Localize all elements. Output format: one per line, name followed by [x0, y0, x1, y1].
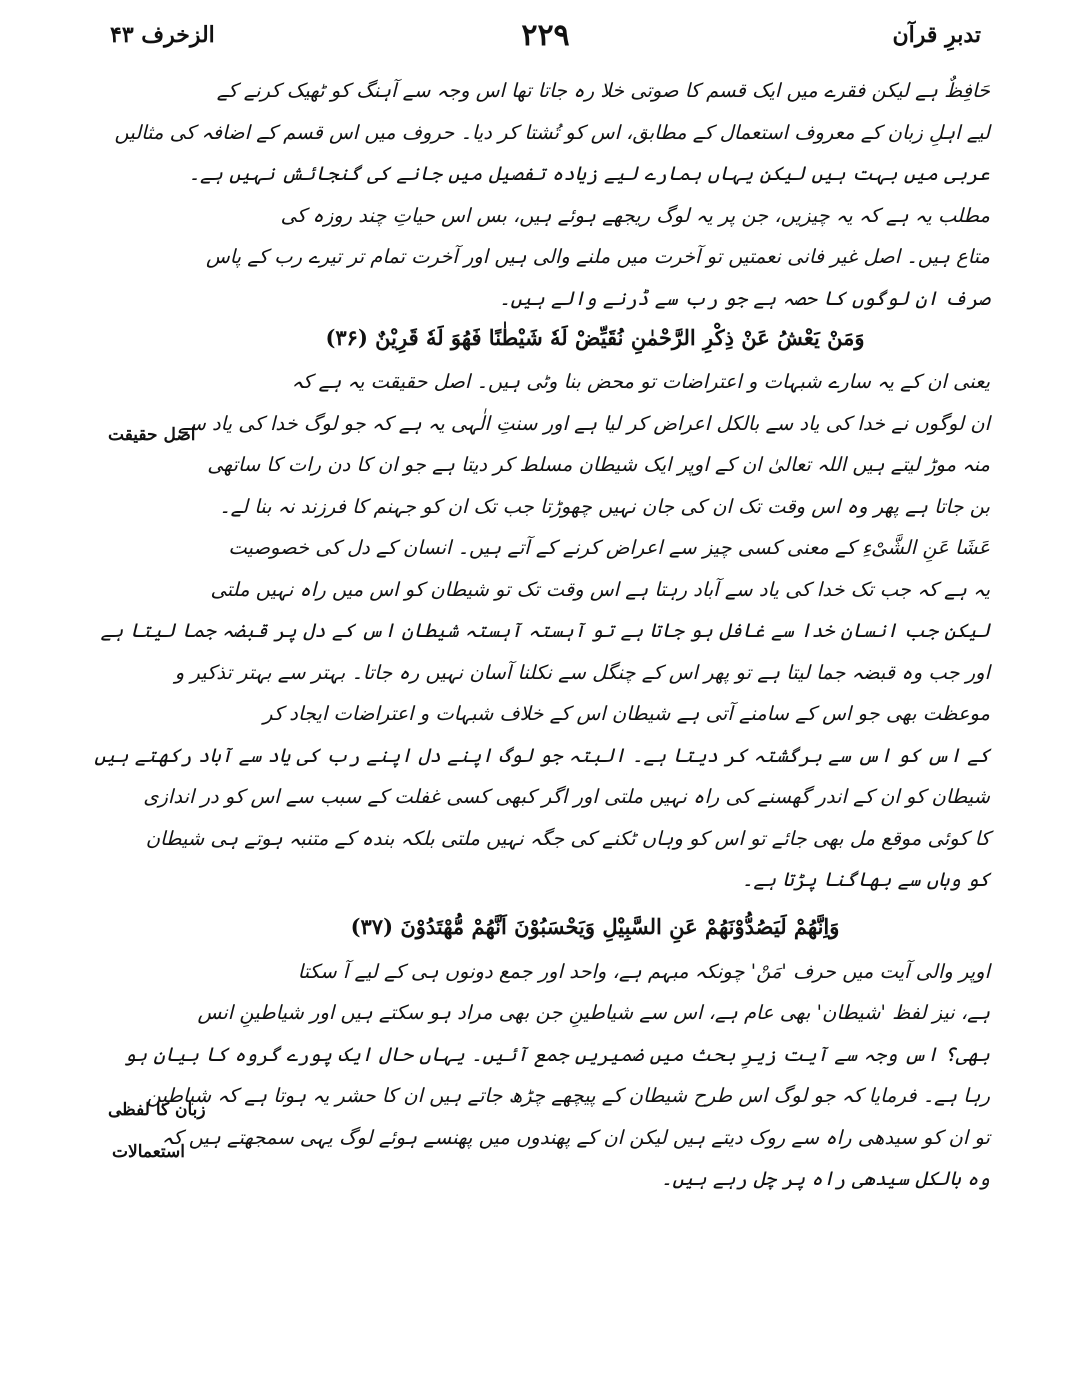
- text-line: ان لوگوں نے خدا کی یاد سے بالکل اعراض کر لیا ہے اور سنتِ الٰہی یہ ہے کہ جو لوگ خدا کی یاد سے: [178, 411, 990, 435]
- text-line: یہ ہے کہ جب تک خدا کی یاد سے آباد رہتا ہے اس وقت تک تو شیطان کو اس میں راہ نہیں ملتی: [210, 577, 990, 601]
- page-header: [110, 18, 981, 62]
- text-line: ہے، نیز لفظ 'شیطان' بھی عام ہے، اس سے شیاطینِ جن بھی مراد ہو سکتے ہیں اور شیاطینِ انس: [197, 1001, 990, 1024]
- text-line: وہ بالکل سیدھی راہ پر چل رہے ہیں۔: [660, 1167, 990, 1190]
- text-line: عربی میں بہت ہیں لیکن یہاں ہمارے لیے زیادہ تفصیل میں جانے کی گنجائش نہیں ہے۔: [188, 162, 990, 185]
- quran-verse: وَمَنْ يَعْشُ عَنْ ذِكْرِ الرَّحْمٰنِ نُقَيِّضْ لَهٗ شَيْطٰنًا فَهُوَ لَهٗ قَرِيْنٌ (۳۶): [325, 325, 865, 350]
- text-line: مطلب یہ ہے کہ یہ چیزیں، جن پر یہ لوگ ریجھے ہوئے ہیں، بس اس حیاتِ چند روزہ کی: [280, 203, 990, 227]
- quran-verse: وَاِنَّهُمْ لَيَصُدُّوْنَهُمْ عَنِ السَّبِيْلِ وَيَحْسَبُوْنَ اَنَّهُمْ مُّهْتَدُوْنَ (۳۷): [350, 913, 840, 939]
- text-line: اوپر والی آیت میں حرف 'مَنْ' چونکہ مبہم ہے، واحد اور جمع دونوں ہی کے لیے آ سکتا: [297, 959, 990, 983]
- text-line: اور جب وہ قبضہ جما لیتا ہے تو پھر اس کے چنگل سے نکلنا آسان نہیں رہ جاتا۔ بہتر سے بہتر تذکیر و: [174, 660, 990, 684]
- page-number: ۲۲۹: [521, 18, 570, 53]
- book-title: تدبرِ قرآن: [892, 22, 981, 48]
- text-line: کے اس کو اس سے برگشتہ کر دیتا ہے۔ البتہ جو لوگ اپنے دل اپنے رب کی یاد سے آباد رکھتے ہیں: [94, 743, 990, 767]
- text-line: بھی؟ اس وجہ سے آیت زیرِ بحث میں ضمیریں جمع آئیں۔ یہاں حال ایک پورے گروہ کا بیان ہو: [124, 1042, 990, 1066]
- paragraph-2: [200, 195, 990, 320]
- text-line: منہ موڑ لیتے ہیں اللہ تعالیٰ ان کے اوپر ایک شیطان مسلط کر دیتا ہے جو ان کا دن رات کا ساتھی: [207, 453, 990, 476]
- text-line: رہا ہے۔ فرمایا کہ جو لوگ اس طرح شیطان کے پیچھے چڑھ جاتے ہیں ان کا حشر یہ ہوتا ہے کہ شیاطین: [146, 1084, 990, 1107]
- text-line: حَافِظٌ ہے لیکن فقرے میں ایک قسم کا صوتی خلا رہ جاتا تھا اس وجہ سے آہنگ کو ٹھیک کرنے کے: [216, 79, 990, 102]
- surah-label: الزخرف ۴۳: [110, 22, 215, 48]
- text-line: شیطان کو ان کے اندر گھسنے کی راہ نہیں ملتی اور اگر کبھی کسی غفلت کے سبب سے اس کو در اندازی: [143, 785, 990, 808]
- margin-note: استعمالات: [112, 1142, 186, 1162]
- margin-note: زبان کا لفظی: [108, 1100, 206, 1120]
- text-line: کا کوئی موقع مل بھی جائے تو اس کو وہاں ٹکنے کی جگہ نہیں ملتی بلکہ بندہ کے متنبہ ہوتے ہی شیطان: [145, 826, 990, 850]
- paragraph-3: [94, 361, 990, 901]
- text-line: صرف ان لوگوں کا حصہ ہے جو رب سے ڈرنے والے ہیں۔: [499, 286, 990, 310]
- margin-note: اصل حقیقت: [108, 425, 196, 445]
- text-line: بن جاتا ہے پھر وہ اس وقت تک ان کی جان نہیں چھوڑتا جب تک ان کو جہنم کا فرزند نہ بنا لے۔: [219, 494, 990, 518]
- text-line: موعظت بھی جو اس کے سامنے آتی ہے شیطان اس کے خلاف شبہات و اعتراضات ایجاد کر: [263, 702, 990, 725]
- paragraph-1: [114, 70, 990, 195]
- text-line: کو وہاں سے بھاگنا پڑتا ہے۔: [741, 868, 990, 891]
- text-line: لیکن جب انسان خدا سے غافل ہو جاتا ہے تو آہستہ آہستہ شیطان اس کے دل پر قبضہ جما لیتا ہے: [100, 619, 990, 642]
- text-line: متاع ہیں۔ اصل غیر فانی نعمتیں تو آخرت میں ملنے والی ہیں اور آخرت تمام تر تیرے رب کے پاس: [205, 245, 990, 268]
- text-line: لیے اہلِ زبان کے معروف استعمال کے مطابق، اس کو تُشتا کر دیا۔ حروف میں اس قسم کے اضافہ کی مثالیں: [114, 120, 990, 144]
- text-line: یعنی ان کے یہ سارے شبہات و اعتراضات تو محض بنا وٹی ہیں۔ اصل حقیقت یہ ہے کہ: [291, 370, 990, 393]
- text-line: عَشَا عَنِ الشَّیْءِ کے معنی کسی چیز سے اعراض کرنے کے آتے ہیں۔ انسان کے دل کی خصوصیت: [228, 536, 990, 559]
- text-line: تو ان کو سیدھی راہ سے روک دیتے ہیں لیکن ان کے پھندوں میں پھنسے ہوئے لوگ یہی سمجھتے ہیں کہ: [161, 1125, 990, 1149]
